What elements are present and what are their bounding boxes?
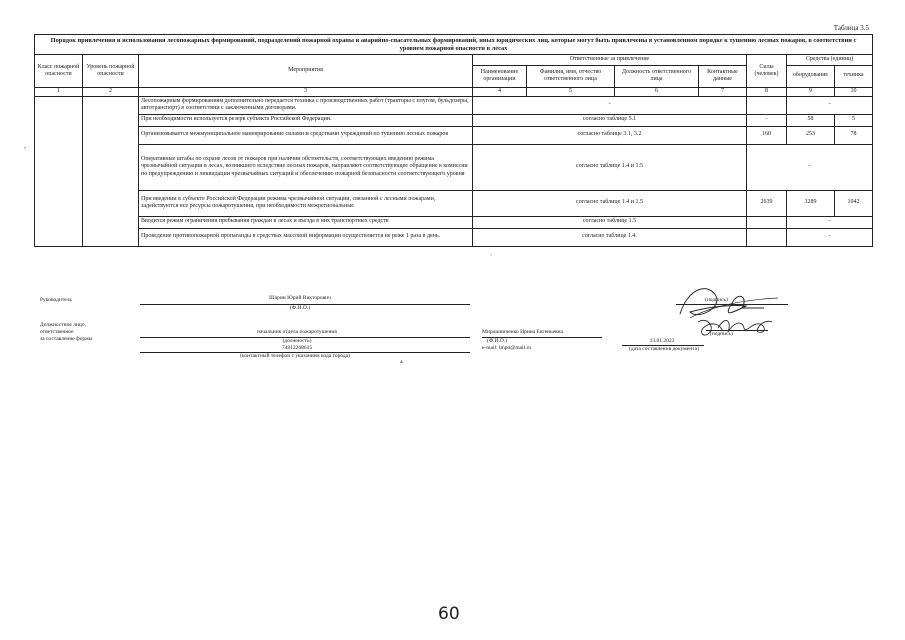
table-row — [35, 216, 873, 228]
table-row — [35, 190, 873, 216]
measure-cell: При необходимости используется резерв субъекта Российской Федерации. — [139, 114, 473, 126]
head-fio-caption: (Ф.И.О.) — [289, 305, 311, 311]
table-row — [35, 144, 873, 190]
header-responsible: Ответственные за привлечение — [473, 55, 747, 65]
official-phone: 74812268615 — [281, 345, 313, 351]
responsible-cell: согласно таблице 1.4 и 1.5 — [473, 190, 747, 216]
means-cell: - — [787, 228, 873, 246]
table-row — [35, 126, 873, 144]
head-name: Шарин Юрий Викторович — [269, 295, 331, 301]
scan-dot: ᐟ — [490, 254, 493, 260]
forces-cell: 160 — [747, 126, 787, 144]
column-number: 6 — [615, 87, 699, 96]
level-cell — [83, 96, 139, 246]
header-class: Класс пожарной опасности — [35, 55, 83, 87]
header-equipment: оборудование — [787, 65, 835, 87]
machinery-cell: 78 — [835, 126, 873, 144]
table-row — [35, 96, 873, 114]
column-number: 7 — [699, 87, 747, 96]
forces-cell: - — [747, 114, 787, 126]
page-number: 60 — [438, 604, 460, 624]
header-level: Уровень пожарной опасности — [83, 55, 139, 87]
measure-cell: Оперативные штабы по охране лесов от пожаров при наличии обстоятельств, соответствующих введению режима чрезвычайной ситуации в лесах, возникшего вследствие лесных пожаров, направляют соответствующее обращение в комиссии по предупреждению и ликвидации чрезвычайных ситуаций и обеспечению пожарной безопасности соответствующего уровня — [139, 144, 473, 190]
official-podpis-caption: (подпись) — [710, 331, 733, 337]
contact-caption: (контактный телефон с указанием кода города) — [240, 353, 350, 359]
machinery-cell: 1042 — [835, 190, 873, 216]
header-forces: Силы (человек) — [747, 55, 787, 87]
table-label: Таблица 3.5 — [833, 24, 869, 32]
official-label-2: ответственное — [40, 329, 74, 335]
scan-dot: • — [24, 146, 27, 152]
head-label: Руководитель — [40, 297, 72, 303]
measure-cell: Лесопожарным формированиям дополнительно передается техника с производственных работ (тракторы с плугом, бульдозеры, автотранспорт) в соответствии с заключенными договорами. — [139, 96, 473, 114]
official-position: начальник отдела пожаротушения — [257, 329, 337, 335]
class-cell — [35, 96, 83, 246]
table-title: Порядок привлечения и использования лесопожарных формирований, подразделений пожарной охраны и аварийно-спасательных формирований, иных юридических лиц, которые могут быть привлечены в установленном порядке к тушению лесных пожаров, в соответствии с уровнем пожарной опасности в лесах — [35, 35, 873, 55]
forces-cell — [747, 216, 787, 228]
measure-cell: Организовывается межмуниципальное маневрирование силами и средствами учреждений по тушению лесных пожаров — [139, 126, 473, 144]
forces-cell — [747, 96, 787, 114]
responsible-cell: - — [473, 96, 747, 114]
official-name: Мирошниченко Ирина Евгеньевна — [482, 329, 564, 335]
scan-dot: ▴ — [400, 359, 404, 365]
column-number: 3 — [139, 87, 473, 96]
table-row — [35, 228, 873, 246]
means-cell: - — [787, 96, 873, 114]
official-fio-caption: (Ф.И.О.) — [487, 338, 508, 344]
fire-resources-table — [34, 34, 873, 247]
responsible-cell: согласно таблице 1.4 и 1.5 — [473, 144, 747, 190]
official-email: e-mail: lmpo@mail.ru — [482, 345, 532, 351]
column-number: 10 — [835, 87, 873, 96]
position-caption: (должность) — [282, 338, 312, 344]
table-row — [35, 114, 873, 126]
header-fio: Фамилия, имя, отчество ответственного лица — [527, 65, 615, 87]
column-number: 5 — [527, 87, 615, 96]
head-podpis-caption: (подпись) — [705, 297, 728, 303]
forces-cell: 2639 — [747, 190, 787, 216]
date-caption: (дата составления документа) — [629, 346, 699, 352]
measure-cell: При введении в субъекте Российской Федерации режима чрезвычайной ситуации, связанной с лесными пожарами, задействуются все ресурсы пожаротушения, при необходимости межрегиональные — [139, 190, 473, 216]
equipment-cell: 253 — [787, 126, 835, 144]
column-number: 9 — [787, 87, 835, 96]
official-label-1: Должностное лицо, — [40, 322, 86, 328]
responsible-cell: согласно таблице 3.1, 3.2 — [473, 126, 747, 144]
measure-cell: Проведение противопожарной пропаганды в средствах массовой информации осуществляется не реже 1 раза в день. — [139, 228, 473, 246]
signature-scribble — [668, 278, 788, 350]
responsible-cell: согласно таблице 1.4. — [473, 228, 747, 246]
column-number: 1 — [35, 87, 83, 96]
header-measures: Мероприятия — [139, 55, 473, 87]
column-number: 4 — [473, 87, 527, 96]
forces-cell — [747, 228, 787, 246]
column-number: 8 — [747, 87, 787, 96]
equipment-cell: 58 — [787, 114, 835, 126]
header-means: Средства (единиц) — [787, 55, 873, 65]
responsible-cell: согласно таблице 1.5 — [473, 216, 747, 228]
means-cell: - — [787, 216, 873, 228]
header-machinery: техника — [835, 65, 873, 87]
document-date: 13.01.2023 — [649, 338, 675, 344]
column-number: 2 — [83, 87, 139, 96]
machinery-cell: 5 — [835, 114, 873, 126]
responsible-cell: согласно таблице 5.1 — [473, 114, 747, 126]
header-org: Наименование организации — [473, 65, 527, 87]
equipment-cell: 3289 — [787, 190, 835, 216]
measure-cell: Вводится режим ограничения пребывания граждан в лесах и въезда в них транспортных средств — [139, 216, 473, 228]
header-position: Должность ответственного лица — [615, 65, 699, 87]
official-label-3: за составление формы — [40, 336, 93, 342]
header-contacts: Контактные данные — [699, 65, 747, 87]
resources-cell: - — [747, 144, 873, 190]
